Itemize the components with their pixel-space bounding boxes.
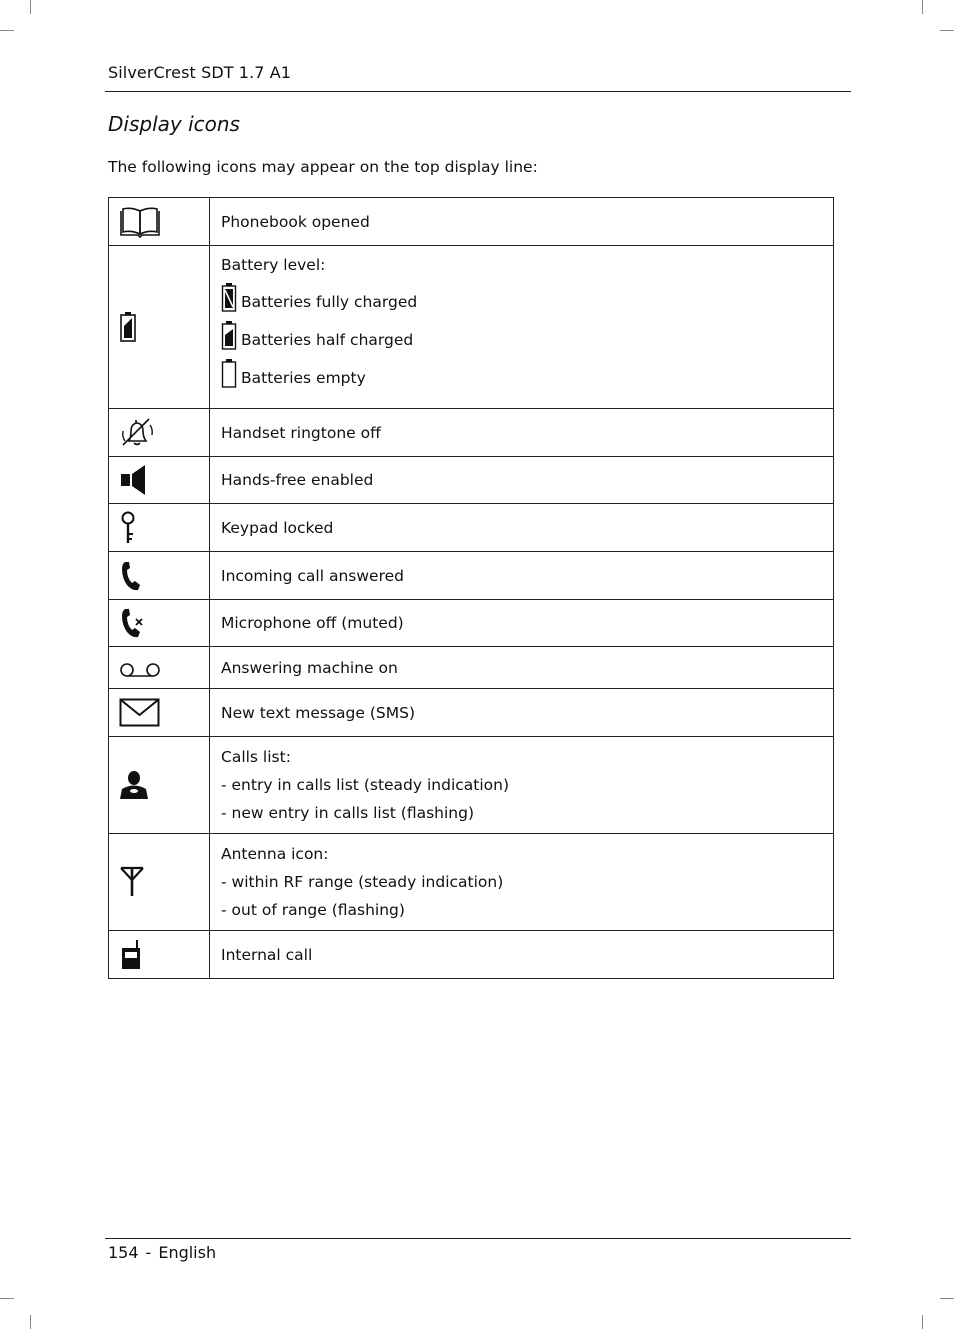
description-cell <box>210 198 834 246</box>
crop-mark <box>940 30 954 31</box>
table-row <box>109 600 834 647</box>
row-label: Battery level: <box>221 256 326 274</box>
icon-cell <box>109 504 210 552</box>
footer-rule <box>105 1238 851 1239</box>
row-label: Internal call <box>221 945 313 964</box>
phone-handset-icon <box>119 560 143 592</box>
crop-mark <box>0 30 14 31</box>
internal-call-icon <box>119 939 143 971</box>
microphone-muted-icon <box>119 607 147 639</box>
icon-cell <box>109 246 210 409</box>
row-label: Microphone off (muted) <box>221 614 404 632</box>
intro-text: The following icons may appear on the top display line: <box>108 158 538 176</box>
section-title: Display icons <box>108 112 240 136</box>
battery-level-item <box>221 275 825 313</box>
crop-mark <box>30 1315 31 1329</box>
description-cell <box>210 504 834 552</box>
row-detail: - within RF range (steady indication) <box>221 873 504 891</box>
battery-level-label: Batteries empty <box>241 369 366 387</box>
table-row <box>109 409 834 457</box>
row-label: Answering machine on <box>221 658 398 677</box>
description-cell <box>210 409 834 457</box>
row-label: Calls list: <box>221 748 291 766</box>
key-icon <box>119 511 139 545</box>
crop-mark <box>922 0 923 14</box>
icon-cell <box>109 457 210 504</box>
description-cell <box>210 737 834 834</box>
header-rule <box>105 91 851 92</box>
row-label: Hands-free enabled <box>221 471 374 489</box>
battery-empty-icon <box>221 359 237 389</box>
antenna-icon <box>119 866 147 898</box>
description-cell <box>210 552 834 600</box>
icon-cell <box>109 600 210 647</box>
icon-cell <box>109 737 210 834</box>
description-cell <box>210 931 834 979</box>
crop-mark <box>30 0 31 14</box>
row-label: Handset ringtone off <box>221 423 381 442</box>
battery-level-item <box>221 313 825 351</box>
description-cell <box>210 689 834 737</box>
table-row <box>109 246 834 409</box>
icon-cell <box>109 198 210 246</box>
envelope-icon <box>119 698 161 728</box>
battery-level-label: Batteries fully charged <box>241 293 418 311</box>
crop-mark <box>922 1315 923 1329</box>
table-row <box>109 834 834 931</box>
footer-separator: - <box>145 1243 152 1262</box>
row-label: Phonebook opened <box>221 212 370 231</box>
row-label: Incoming call answered <box>221 566 404 585</box>
icon-cell <box>109 834 210 931</box>
description-cell <box>210 457 834 504</box>
person-icon <box>119 770 149 800</box>
battery-level-item <box>221 351 825 389</box>
table-row <box>109 457 834 504</box>
crop-mark <box>0 1298 14 1299</box>
description-cell <box>210 246 834 409</box>
battery-full-icon <box>221 283 237 313</box>
battery-level-label: Batteries half charged <box>241 331 414 349</box>
table-row <box>109 737 834 834</box>
row-label: Keypad locked <box>221 518 334 537</box>
page-number: 154 <box>108 1243 139 1262</box>
battery-icon <box>119 311 137 343</box>
table-row <box>109 552 834 600</box>
icon-cell <box>109 409 210 457</box>
description-cell <box>210 834 834 931</box>
table-row <box>109 504 834 552</box>
speaker-icon <box>119 464 149 496</box>
icon-cell <box>109 689 210 737</box>
description-cell <box>210 600 834 647</box>
row-detail: - new entry in calls list (flashing) <box>221 804 475 822</box>
table-row <box>109 931 834 979</box>
battery-half-icon <box>221 321 237 351</box>
table-row <box>109 198 834 246</box>
table-row <box>109 647 834 689</box>
phonebook-icon <box>119 206 161 238</box>
icon-cell <box>109 647 210 689</box>
footer-language: English <box>158 1243 217 1262</box>
crop-mark <box>940 1298 954 1299</box>
icon-cell <box>109 552 210 600</box>
row-label: Antenna icon: <box>221 845 329 863</box>
row-detail: - out of range (flashing) <box>221 901 405 919</box>
table-row <box>109 689 834 737</box>
icon-table <box>108 197 834 979</box>
ringtone-off-icon <box>119 417 155 449</box>
answering-machine-icon <box>119 658 163 678</box>
page-footer <box>108 1243 216 1262</box>
running-header: SilverCrest SDT 1.7 A1 <box>108 63 292 82</box>
row-detail: - entry in calls list (steady indication) <box>221 776 510 794</box>
row-label: New text message (SMS) <box>221 703 415 722</box>
description-cell <box>210 647 834 689</box>
icon-cell <box>109 931 210 979</box>
